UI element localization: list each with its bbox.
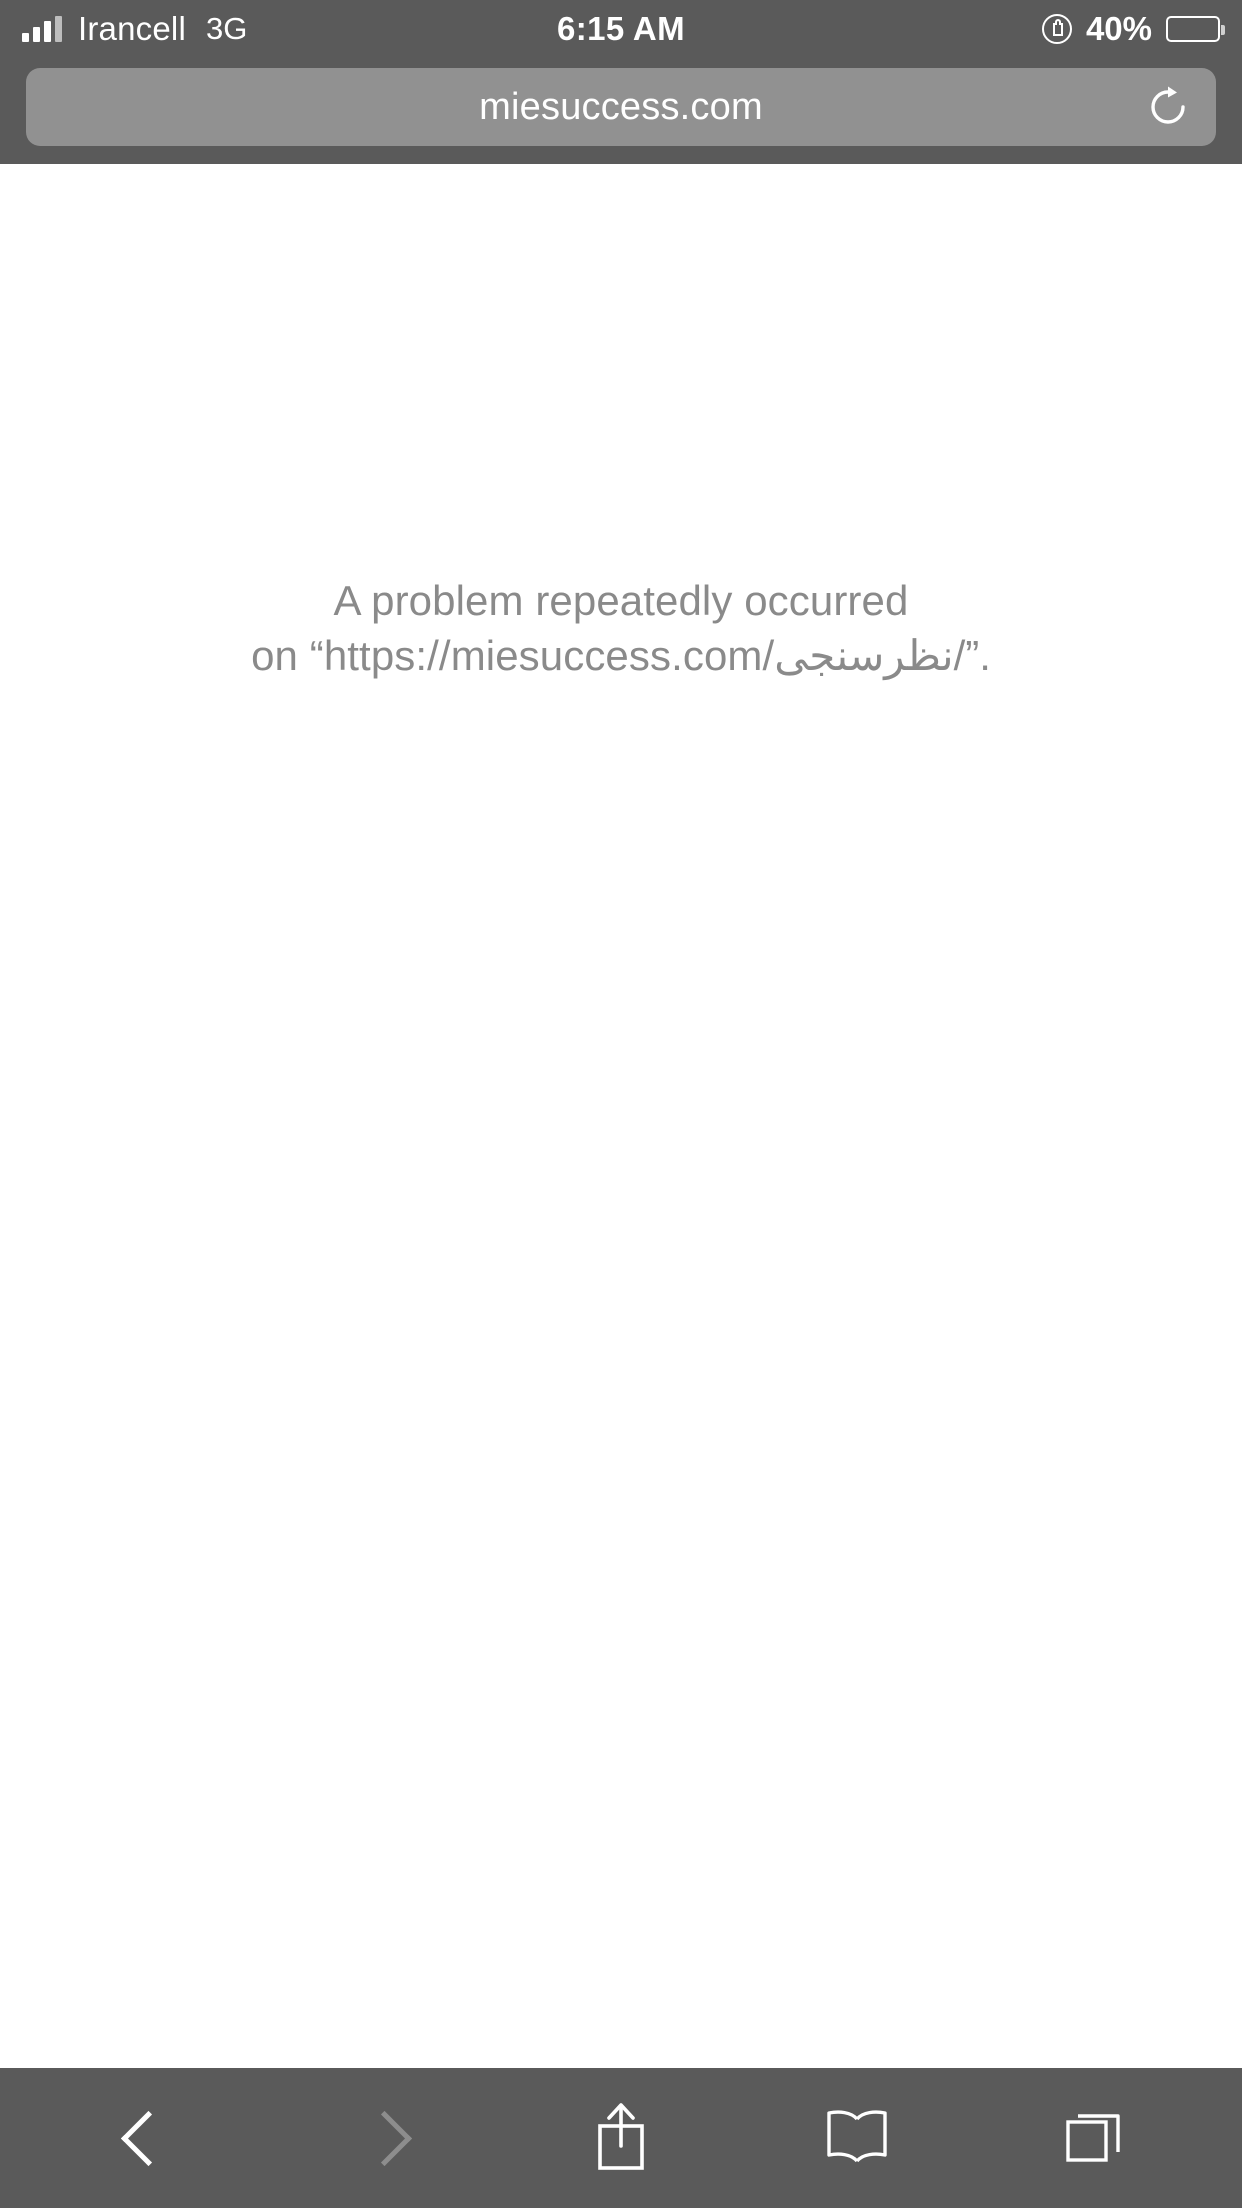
clock-label: 6:15 AM bbox=[556, 10, 686, 47]
status-right-group bbox=[1042, 10, 1220, 48]
battery-icon bbox=[1166, 16, 1220, 42]
error-message bbox=[61, 574, 1181, 2068]
bookmarks-button[interactable] bbox=[792, 2088, 922, 2188]
status-left-group bbox=[22, 10, 247, 48]
error-message-line1: A problem repeatedly occurred bbox=[333, 577, 909, 624]
share-icon bbox=[592, 2100, 650, 2177]
rotation-lock-icon bbox=[1042, 14, 1072, 44]
network-type-label: 3G bbox=[205, 11, 248, 46]
chevron-left-icon bbox=[121, 2110, 176, 2165]
page-content bbox=[0, 164, 1242, 2068]
signal-bars-icon bbox=[22, 16, 62, 42]
reload-icon[interactable] bbox=[1146, 85, 1190, 129]
url-bar[interactable] bbox=[26, 68, 1216, 146]
status-bar bbox=[0, 0, 1242, 58]
carrier-label: Irancell bbox=[78, 10, 186, 47]
book-icon bbox=[823, 2107, 891, 2170]
tabs-icon bbox=[1062, 2104, 1126, 2173]
battery-percent-label: 40% bbox=[1085, 10, 1152, 47]
forward-button[interactable] bbox=[320, 2088, 450, 2188]
url-text[interactable]: miesuccess.com bbox=[479, 85, 763, 128]
browser-toolbar bbox=[0, 2068, 1242, 2208]
tabs-button[interactable] bbox=[1029, 2088, 1159, 2188]
back-button[interactable] bbox=[83, 2088, 213, 2188]
chevron-right-icon bbox=[357, 2110, 412, 2165]
url-bar-container bbox=[0, 58, 1242, 164]
error-message-line2: on “https://miesuccess.com/نظرسنجی/”. bbox=[251, 631, 991, 679]
share-button[interactable] bbox=[556, 2088, 686, 2188]
